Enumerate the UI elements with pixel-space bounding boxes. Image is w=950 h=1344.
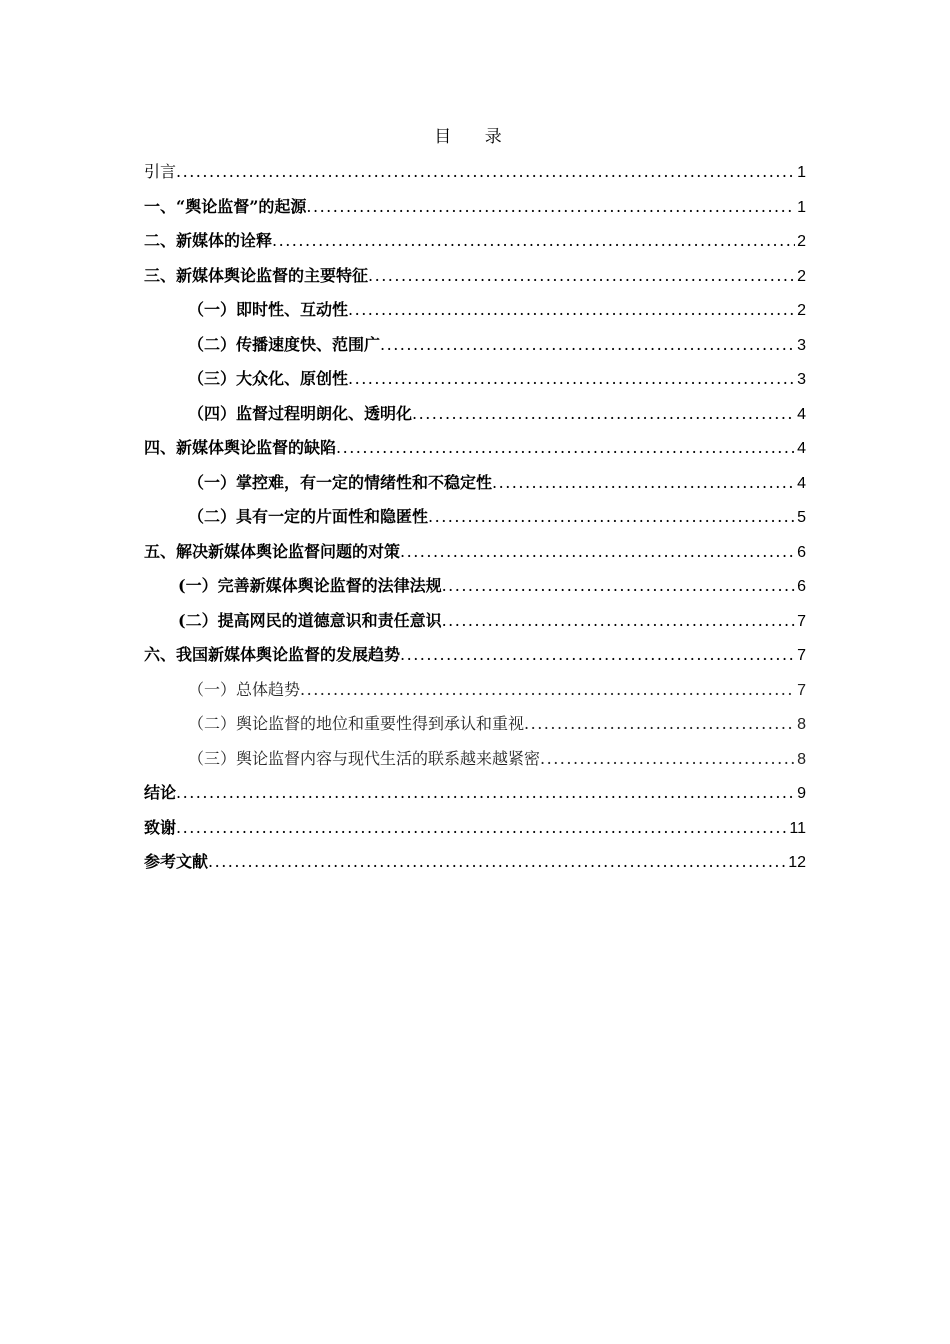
toc-entry[interactable] bbox=[144, 397, 806, 432]
toc-page-number: 8 bbox=[797, 750, 806, 768]
toc-page-number: 2 bbox=[797, 267, 806, 285]
toc-dot-leader bbox=[306, 190, 795, 225]
toc-entry-text: （一）即时性、互动性 bbox=[188, 300, 349, 319]
toc-page-number: 7 bbox=[797, 681, 806, 699]
toc-entry-text: 五、解决新媒体舆论监督问题的对策 bbox=[144, 541, 401, 561]
toc-entry-text: （二）具有一定的片面性和隐匿性 bbox=[188, 507, 429, 526]
toc-entry-text: 参考文献 bbox=[144, 852, 209, 871]
toc-dot-leader bbox=[380, 328, 795, 363]
toc-page-number: 9 bbox=[797, 785, 806, 802]
toc-page-number: 1 bbox=[797, 164, 806, 181]
toc-entry-text: （一）总体趋势 bbox=[188, 679, 301, 699]
toc-entry[interactable] bbox=[144, 259, 806, 294]
toc-entry-text: 四、新媒体舆论监督的缺陷 bbox=[144, 438, 337, 457]
toc-entry-text: （一）掌控难，有一定的情绪性和不稳定性 bbox=[188, 472, 493, 492]
toc-entry[interactable] bbox=[144, 569, 806, 604]
toc-entry[interactable] bbox=[144, 811, 806, 846]
toc-page-number: 6 bbox=[797, 578, 806, 595]
table-of-contents bbox=[144, 155, 806, 880]
toc-page-number: 8 bbox=[797, 716, 806, 733]
toc-page-number: 1 bbox=[797, 198, 806, 216]
toc-entry-text: 二、新媒体的诠释 bbox=[144, 231, 273, 250]
toc-entry[interactable] bbox=[144, 535, 806, 570]
toc-dot-leader bbox=[336, 431, 795, 466]
toc-entry-text: 结论 bbox=[144, 783, 177, 802]
toc-entry-text: 一、“舆论监督”的起源 bbox=[144, 196, 307, 216]
toc-entry[interactable] bbox=[144, 604, 806, 639]
toc-dot-leader bbox=[412, 397, 795, 432]
toc-dot-leader bbox=[176, 811, 787, 846]
toc-entry-text: 致谢 bbox=[144, 817, 177, 837]
toc-page-number: 4 bbox=[797, 440, 806, 457]
toc-entry[interactable] bbox=[144, 224, 806, 259]
toc-dot-leader bbox=[348, 293, 795, 328]
toc-entry-text: (一）完善新媒体舆论监督的法律法规 bbox=[178, 576, 442, 595]
toc-dot-leader bbox=[428, 500, 795, 535]
toc-entry-text: 三、新媒体舆论监督的主要特征 bbox=[144, 265, 369, 285]
toc-dot-leader bbox=[400, 535, 795, 570]
toc-dot-leader bbox=[176, 155, 795, 190]
toc-dot-leader bbox=[300, 673, 795, 708]
toc-entry-text: 六、我国新媒体舆论监督的发展趋势 bbox=[144, 645, 401, 664]
toc-dot-leader bbox=[442, 604, 796, 639]
toc-page-number: 12 bbox=[788, 854, 806, 871]
toc-entry[interactable] bbox=[144, 362, 806, 397]
toc-entry[interactable] bbox=[144, 155, 806, 190]
toc-dot-leader bbox=[208, 845, 786, 880]
toc-entry-text: (二）提高网民的道德意识和责任意识 bbox=[178, 610, 442, 630]
toc-entry[interactable] bbox=[144, 500, 806, 535]
toc-entry-text: （三）大众化、原创性 bbox=[188, 369, 349, 388]
toc-page-number: 7 bbox=[797, 647, 806, 664]
toc-entry[interactable] bbox=[144, 190, 806, 225]
toc-entry[interactable] bbox=[144, 293, 806, 328]
toc-title: 目 录 bbox=[434, 127, 516, 147]
toc-entry[interactable] bbox=[144, 466, 806, 501]
toc-entry[interactable] bbox=[144, 845, 806, 880]
toc-entry[interactable] bbox=[144, 776, 806, 811]
toc-dot-leader bbox=[368, 259, 795, 294]
toc-page-number: 6 bbox=[797, 543, 806, 561]
toc-entry[interactable] bbox=[144, 707, 806, 742]
toc-entry-text: 引言 bbox=[144, 162, 177, 181]
toc-dot-leader bbox=[400, 638, 795, 673]
toc-entry-text: （二）传播速度快、范围广 bbox=[188, 334, 381, 354]
toc-dot-leader bbox=[524, 707, 795, 742]
toc-entry-text: （三）舆论监督内容与现代生活的联系越来越紧密 bbox=[188, 748, 541, 768]
toc-dot-leader bbox=[272, 224, 795, 259]
toc-entry[interactable] bbox=[144, 742, 806, 777]
toc-dot-leader bbox=[540, 742, 795, 777]
toc-dot-leader bbox=[348, 362, 795, 397]
toc-dot-leader bbox=[176, 776, 795, 811]
toc-page-number: 2 bbox=[797, 302, 806, 319]
toc-page-number: 3 bbox=[797, 371, 806, 388]
toc-entry-text: （四）监督过程明朗化、透明化 bbox=[188, 403, 413, 423]
toc-entry[interactable] bbox=[144, 673, 806, 708]
toc-entry[interactable] bbox=[144, 431, 806, 466]
toc-page-number: 3 bbox=[797, 336, 806, 354]
toc-dot-leader bbox=[442, 569, 796, 604]
toc-entry[interactable] bbox=[144, 328, 806, 363]
toc-page-number: 7 bbox=[797, 612, 806, 630]
toc-entry[interactable] bbox=[144, 638, 806, 673]
toc-page-number: 4 bbox=[797, 474, 806, 492]
toc-page-number: 4 bbox=[797, 405, 806, 423]
toc-entry-text: （二）舆论监督的地位和重要性得到承认和重视 bbox=[188, 714, 525, 733]
toc-page-number: 11 bbox=[789, 819, 806, 837]
toc-page-number: 2 bbox=[797, 233, 806, 250]
toc-dot-leader bbox=[492, 466, 795, 501]
toc-page-number: 5 bbox=[797, 509, 806, 526]
